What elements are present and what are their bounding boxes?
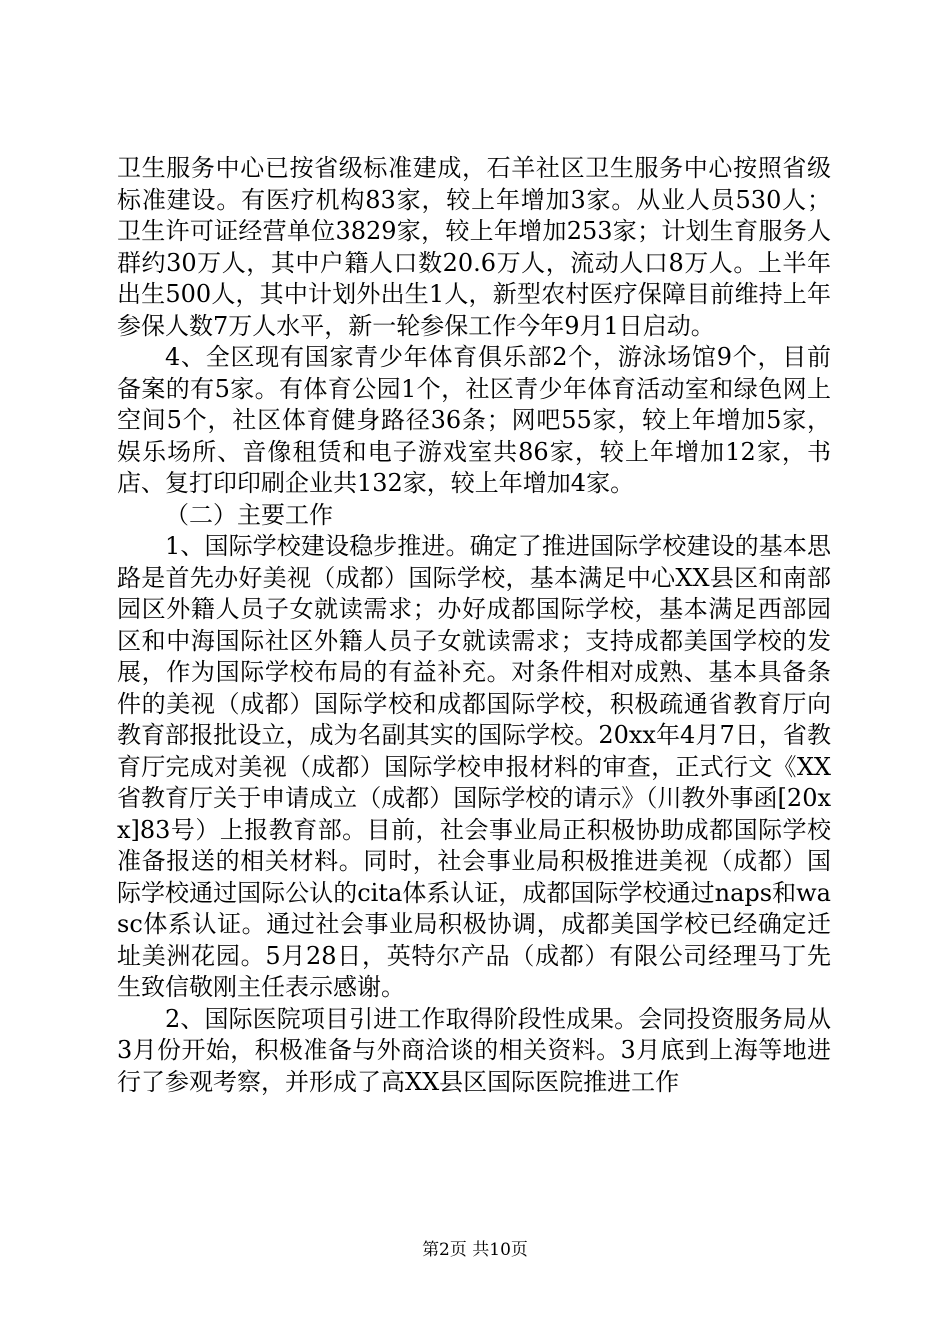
paragraph-health-stats: 卫生服务中心已按省级标准建成，石羊社区卫生服务中心按照省级标准建设。有医疗机构83家，较上年增加3家。从业人员530人；卫生许可证经营单位3829家，较上年增加253家；计划生育服务人群约30万人，其中户籍人口数20.6万人，流动人口8万人。上半年出生500人，其中计划外出生1人，新型农村医疗保障目前维持上年参保人数7万人水平，新一轮参保工作今年9月1日启动。 — [117, 154, 831, 340]
paragraph-sports-culture-stats: 4、全区现有国家青少年体育俱乐部2个，游泳场馆9个，目前备案的有5家。有体育公园1个，社区青少年体育活动室和绿色网上空间5个，社区体育健身路径36条；网吧55家，较上年增加5家，娱乐场所、音像租赁和电子游戏室共86家，较上年增加12家，书店、复打印印刷企业共132家，较上年增加4家。 — [117, 343, 831, 497]
section-heading-main-work: （二）主要工作 — [165, 500, 333, 529]
page-footer — [0, 1240, 950, 1260]
document-body — [117, 153, 831, 1098]
page-number: 第2页 共10页 — [422, 1240, 528, 1260]
paragraph-international-hospital: 2、国际医院项目引进工作取得阶段性成果。会同投资服务局从3月份开始，积极准备与外商洽谈的相关资料。3月底到上海等地进行了参观考察，并形成了高XX县区国际医院推进工作 — [117, 1004, 831, 1096]
paragraph-international-school: 1、国际学校建设稳步推进。确定了推进国际学校建设的基本思路是首先办好美视（成都）国际学校，基本满足中心XX县区和南部园区外籍人员子女就读需求；办好成都国际学校，基本满足西部园区和中海国际社区外籍人员子女就读需求；支持成都美国学校的发展，作为国际学校布局的有益补充。对条件相对成熟、基本具备条件的美视（成都）国际学校和成都国际学校，积极疏通省教育厅向教育部报批设立，成为名副其实的国际学校。20xx年4月7日，省教育厅完成对美视（成都）国际学校申报材料的审查，正式行文《XX省教育厅关于申请成立（成都）国际学校的请示》（川教外事函[20xx]83号）上报教育部。目前，社会事业局正积极协助成都国际学校准备报送的相关材料。同时，社会事业局积极推进美视（成都）国际学校通过国际公认的cita体系认证，成都国际学校通过naps和wasc体系认证。通过社会事业局积极协调，成都美国学校已经确定迁址美洲花园。5月28日，英特尔产品（成都）有限公司经理马丁先生致信敬刚主任表示感谢。 — [117, 532, 831, 1001]
